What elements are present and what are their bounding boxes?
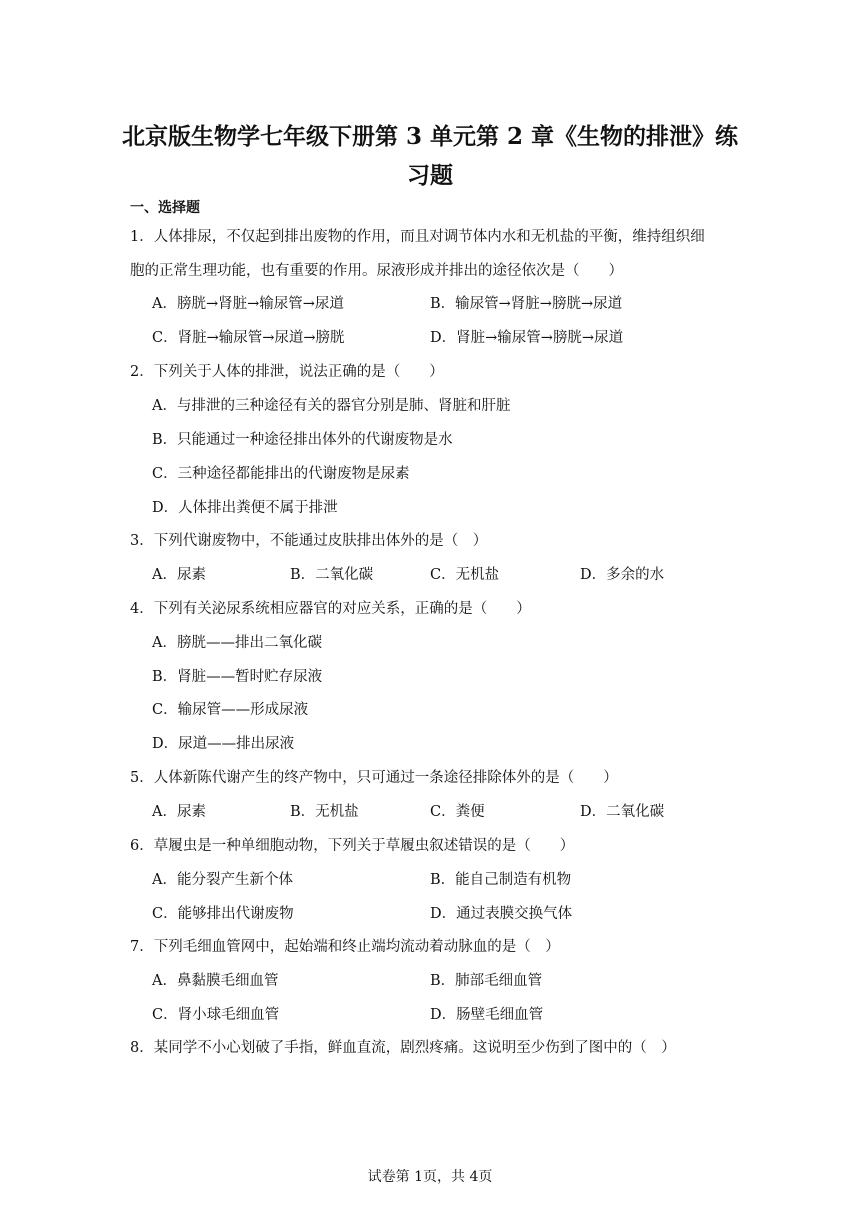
question-5-option-c: C．粪便 bbox=[430, 804, 485, 820]
question-7-option-d: D．肠壁毛细血管 bbox=[430, 1007, 544, 1023]
question-5-text: 5．人体新陈代谢产生的终产物中，只可通过一条途径排除体外的是（ ） bbox=[130, 770, 618, 786]
page-footer: 试卷第 1页，共 4页 bbox=[367, 1169, 493, 1185]
question-6-option-c: C．能够排出代谢废物 bbox=[152, 906, 294, 922]
question-8-text: 8．某同学不小心划破了手指，鲜血直流，剧烈疼痛。这说明至少伤到了图中的（ ） bbox=[130, 1040, 676, 1056]
question-4-text: 4．下列有关泌尿系统相应器官的对应关系，正确的是（ ） bbox=[130, 601, 531, 617]
question-6-option-d: D．通过表膜交换气体 bbox=[430, 906, 573, 922]
question-1-text-line-2: 胞的正常生理功能，也有重要的作用。尿液形成并排出的途径依次是（ ） bbox=[130, 263, 623, 279]
question-1-option-a: A．膀胱→肾脏→输尿管→尿道 bbox=[152, 296, 344, 312]
question-2-option-b: B．只能通过一种途径排出体外的代谢废物是水 bbox=[152, 432, 453, 448]
question-4-option-c: C．输尿管——形成尿液 bbox=[152, 702, 309, 718]
question-1-option-d: D．肾脏→输尿管→膀胱→尿道 bbox=[430, 330, 624, 346]
question-5-option-b: B．无机盐 bbox=[290, 804, 359, 820]
question-3-text: 3．下列代谢废物中，不能通过皮肤排出体外的是（ ） bbox=[130, 533, 488, 549]
question-3-option-a: A．尿素 bbox=[152, 567, 206, 583]
question-4-option-b: B．肾脏——暂时贮存尿液 bbox=[152, 669, 323, 685]
question-6-option-a: A．能分裂产生新个体 bbox=[152, 872, 293, 888]
question-4-option-d: D．尿道——排出尿液 bbox=[152, 736, 295, 752]
question-3-option-d: D．多余的水 bbox=[580, 567, 665, 583]
question-1-text-line-1: 1．人体排尿，不仅起到排出废物的作用，而且对调节体内水和无机盐的平衡，维持组织细 bbox=[130, 229, 705, 245]
page-title-line-1: 北京版生物学七年级下册第 3 单元第 2 章《生物的排泄》练 bbox=[121, 123, 739, 150]
question-2-option-d: D．人体排出粪便不属于排泄 bbox=[152, 500, 338, 516]
question-5-option-a: A．尿素 bbox=[152, 804, 206, 820]
question-7-option-b: B．肺部毛细血管 bbox=[430, 973, 543, 989]
question-6-option-b: B．能自己制造有机物 bbox=[430, 872, 572, 888]
question-6-text: 6．草履虫是一种单细胞动物，下列关于草履虫叙述错误的是（ ） bbox=[130, 838, 575, 854]
section-heading: 一、选择题 bbox=[130, 200, 200, 216]
question-4-option-a: A．膀胱——排出二氧化碳 bbox=[152, 635, 322, 651]
question-2-option-c: C．三种途径都能排出的代谢废物是尿素 bbox=[152, 466, 410, 482]
question-3-option-c: C．无机盐 bbox=[430, 567, 500, 583]
question-2-option-a: A．与排泄的三种途径有关的器官分别是肺、肾脏和肝脏 bbox=[152, 398, 511, 414]
question-5-option-d: D．二氧化碳 bbox=[580, 804, 665, 820]
question-3-option-b: B．二氧化碳 bbox=[290, 567, 374, 583]
question-1-option-c: C．肾脏→输尿管→尿道→膀胱 bbox=[152, 330, 345, 346]
question-1-option-b: B．输尿管→肾脏→膀胱→尿道 bbox=[430, 296, 623, 312]
question-2-text: 2．下列关于人体的排泄，说法正确的是（ ） bbox=[130, 364, 444, 380]
question-7-option-a: A．鼻黏膜毛细血管 bbox=[152, 973, 279, 989]
question-7-option-c: C．肾小球毛细血管 bbox=[152, 1007, 280, 1023]
page-title-line-2: 习题 bbox=[407, 162, 453, 189]
question-7-text: 7．下列毛细血管网中，起始端和终止端均流动着动脉血的是（ ） bbox=[130, 939, 560, 955]
